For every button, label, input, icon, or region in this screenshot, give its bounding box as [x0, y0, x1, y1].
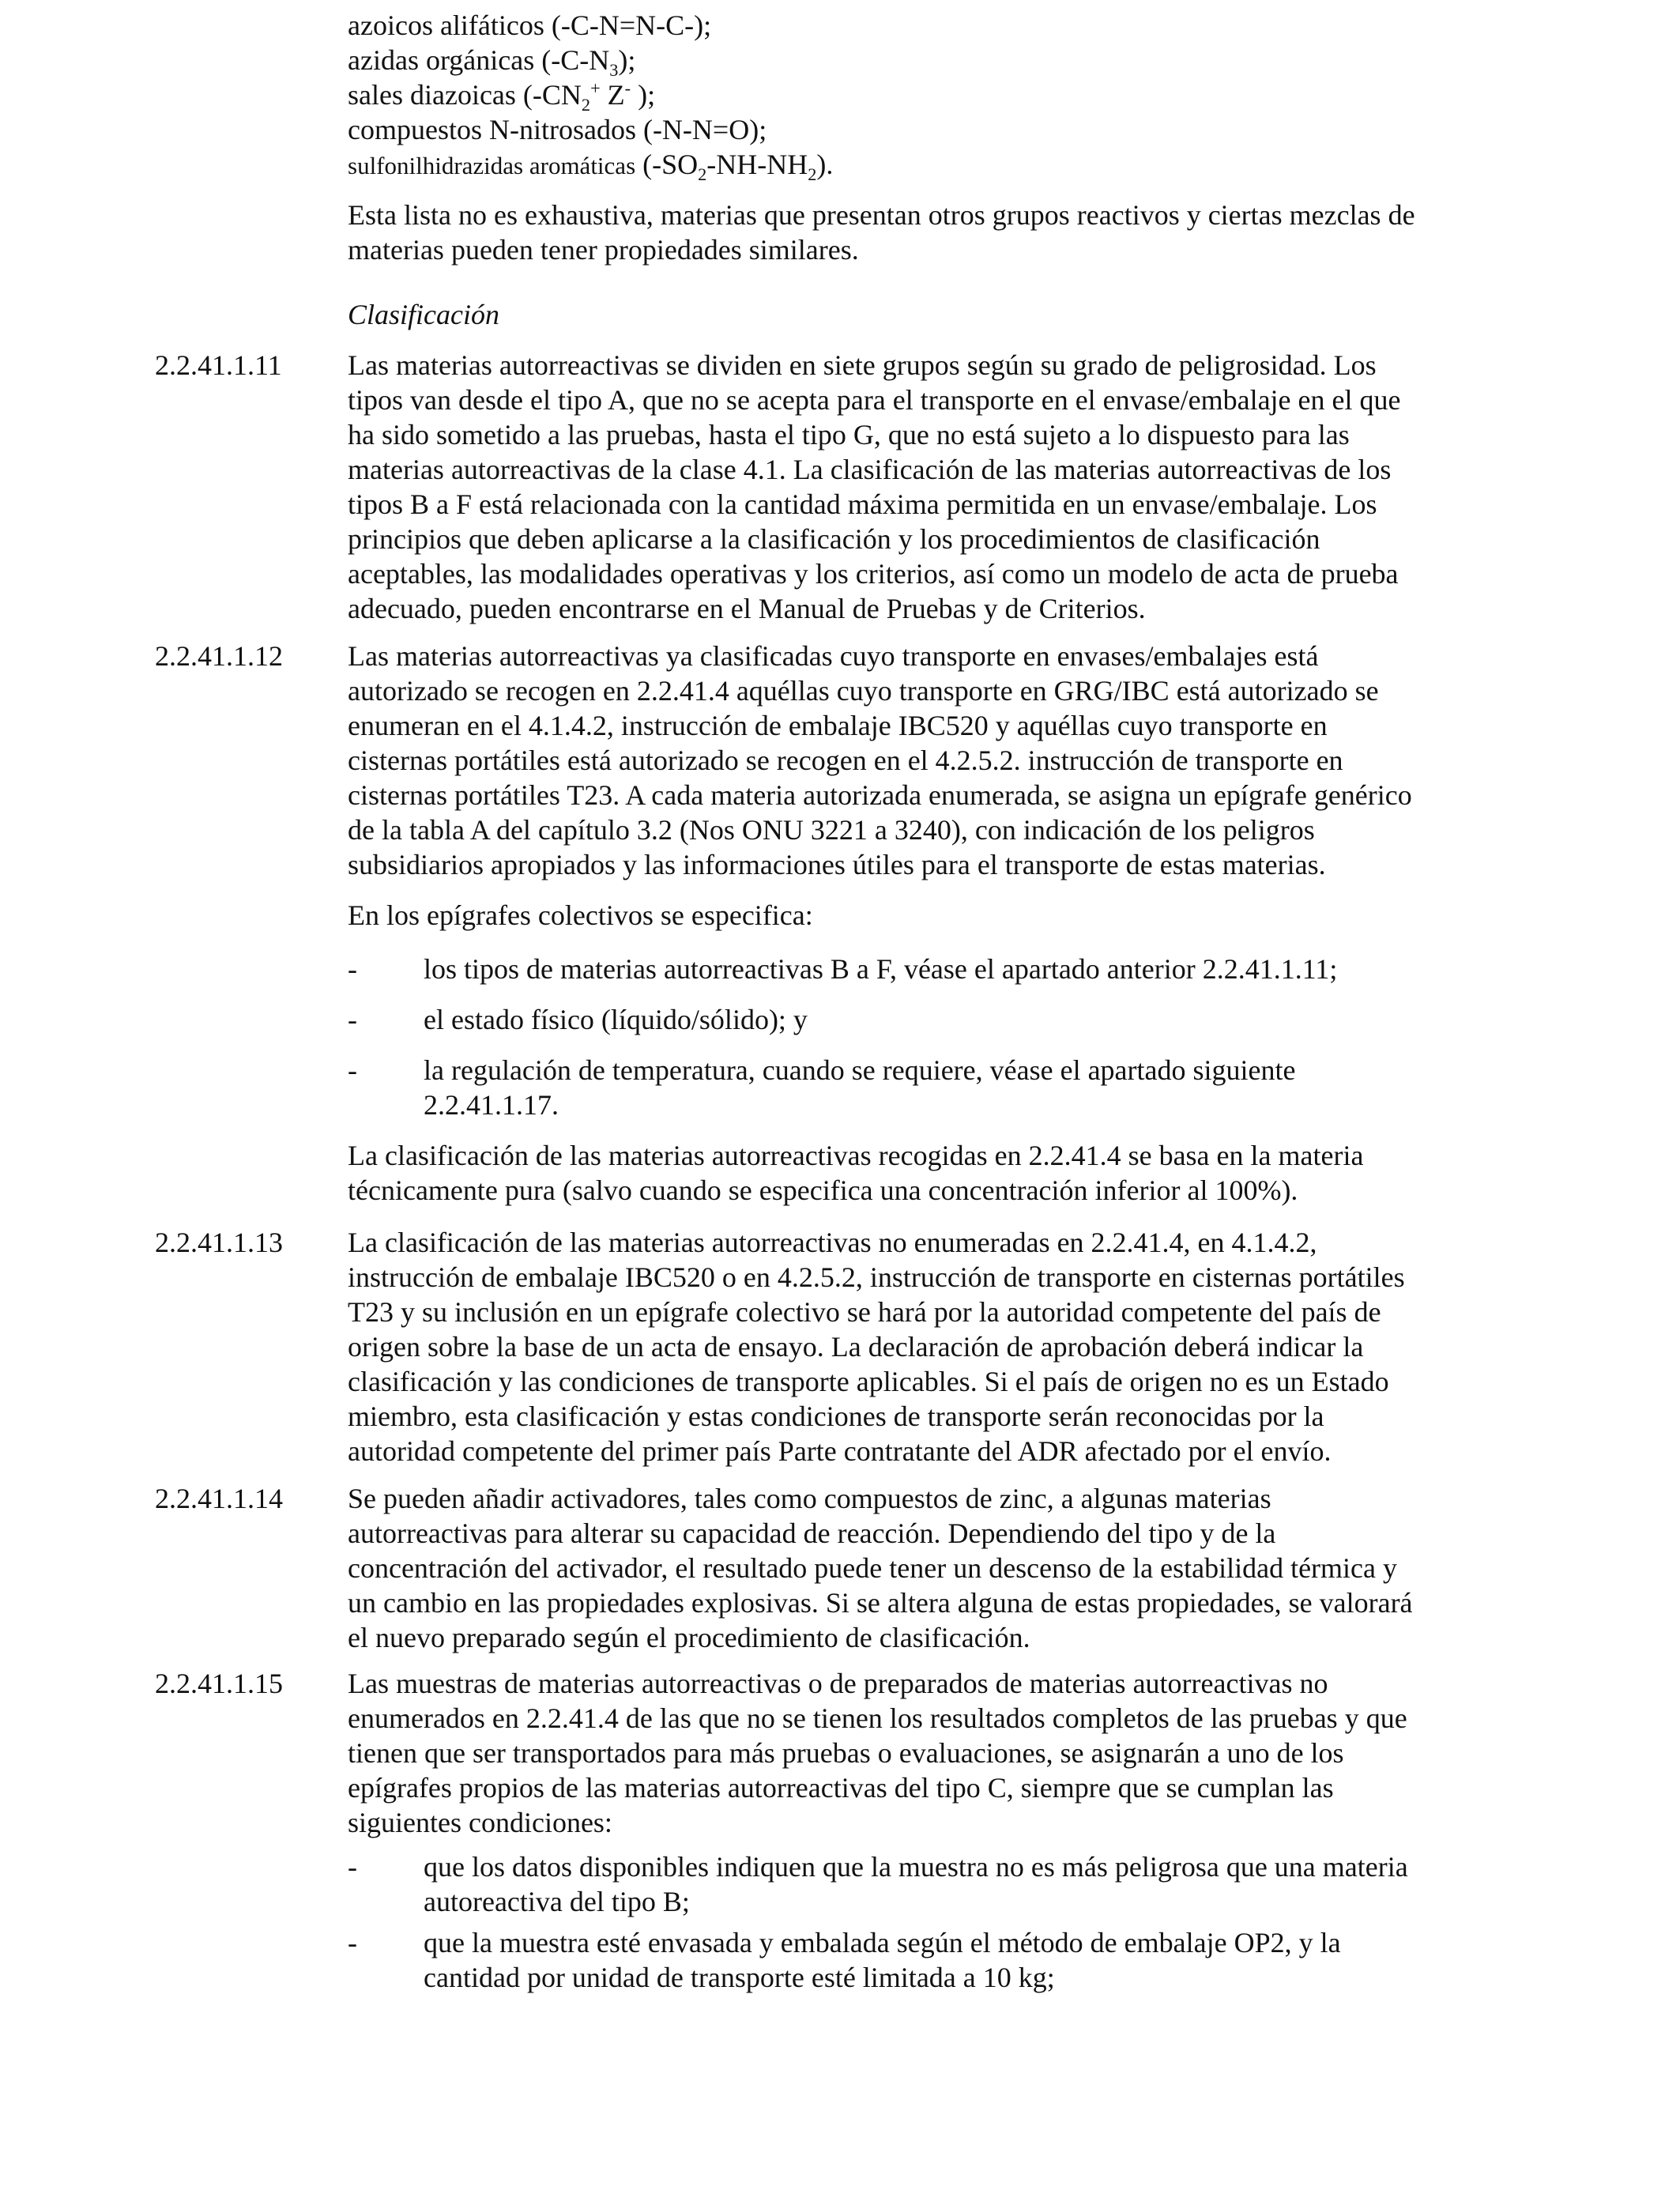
dash-bullet: -	[348, 1004, 357, 1035]
section-number: 2.2.41.1.14	[155, 1483, 283, 1514]
collective-intro: En los epígrafes colectivos se especifica:	[348, 899, 813, 931]
section-number: 2.2.41.1.13	[155, 1227, 283, 1258]
list-item: sales diazoicas ($-CN_2^+$ Z- );	[348, 78, 656, 115]
dash-bullet: -	[348, 1927, 357, 1958]
list-item: compuestos N-nitrosados (-N-N=O);	[348, 114, 767, 145]
dash-bullet: -	[348, 953, 357, 985]
dash-bullet: -	[348, 1851, 357, 1883]
list-item: sulfonilhidrazidas aromáticas $(-SO_2-NH-NH_2)$.	[348, 149, 834, 185]
list-item: - que los datos disponibles indiquen que la muestra no es más peligrosa que una materia autoreactiva del tipo B;	[348, 1851, 1408, 1917]
section-number: 2.2.41.1.15	[155, 1668, 283, 1699]
list-item: azidas orgánicas $(-C-N_3)$;	[348, 44, 636, 81]
closing-paragraph: La clasificación de las materias autorreactivas recogidas en 2.2.41.4 se basa en la materia técnicamente pura (salvo cuando se especifica una concentración inferior al 100%).	[348, 1140, 1364, 1206]
list-item: - que la muestra esté envasada y embalada según el método de embalaje OP2, y la cantidad por unidad de transporte esté limitada a 10 kg;	[348, 1927, 1341, 1993]
list-item: - la regulación de temperatura, cuando se requiere, véase el apartado siguiente 2.2.41.1.17.	[348, 1054, 1296, 1121]
list-item: azoicos alifáticos (-C-N=N-C-);	[348, 9, 712, 41]
document-page: azoicos alifáticos (-C-N=N-C-); azidas orgánicas $(-C-N_3)$; sales diazoicas ($-CN_2^+$ Z- ); compuestos N-nitrosados (-N-N=O); sulfonilhidrazidas aromáticas $(-SO_2-NH-NH_2)$. Esta lista no es exhaustiva, materias que presentan otros grupos reactivos y ciertas mezclas de materias pueden tener propiedades similares. Clasificación 2.2.41.1.11 Las materias autorreactivas se dividen en siete grupos según su grado de peligrosidad. Los tipos van desde el tipo A, que no se acepta para el transporte en el envase/embalaje en el que ha sido sometido a las pruebas, hasta el tipo G, que no está sujeto a lo dispuesto para las materias autorreactivas de la clase 4.1. La clasificación de las materias autorreactivas de los tipos B a F está relacionada con la cantidad máxima permitida en un envase/embalaje. Los principios que deben aplicarse a la clasificación y los procedimientos de clasificación aceptables, las modalidades operativas y los criterios, así como un modelo de acta de prueba adecuado, pueden encontrarse en el Manual de Pruebas y de Criterios. 2.2.41.1.12 Las materias autorreactivas ya clasificadas cuyo transporte en envases/embalajes está autorizado se recogen en 2.2.41.4 aquéllas cuyo transporte en GRG/IBC está autorizado se enumeran en el 4.1.4.2, instrucción de embalaje IBC520 y aquéllas cuyo transporte en cisternas portátiles está autorizado se recogen en el 4.2.5.2. instrucción de transporte en cisternas portátiles T23. A cada materia autorizada enumerada, se asigna un epígrafe genérico de la tabla A del capítulo 3.2 (Nos ONU 3221 a 3240), con indicación de los peligros subsidiarios apropiados y las informaciones útiles para el transporte de estas materias. En los epígrafes colectivos se especifica: - los tipos de materias autorreactivas B a F, véase el apartado anterior 2.2.41.1.11; - el estado físico (líquido/sólido); y - la regulación de temperatura, cuando se requiere, véase el apartado siguiente 2.2.41.1.17. La clasificación de las materias autorreactivas recogidas en 2.2.41.4 se basa en la materia técnicamente pura (salvo cuando se especifica una concentración inferior al 100%). 2.2.41.1.13 La clasificación de las materias autorreactivas no enumeradas en 2.2.41.4, en 4.1.4.2, instrucción de embalaje IBC520 o en 4.2.5.2, instrucción de transporte en cisternas portátiles T23 y su inclusión en un epígrafe colectivo se hará por la autoridad competente del país de origen sobre la base de un acta de ensayo. La declaración de aprobación deberá indicar la clasificación y las condiciones de transporte aplicables. Si el país de origen no es un Estado miembro, esta clasificación y estas condiciones de transporte serán reconocidas por la autoridad competente del primer país Parte contratante del ADR afectado por el envío. 2.2.41.1.14 Se pueden añadir activadores, tales como compuestos de zinc, a algunas materias autorreactivas para alterar su capacidad de reacción. Dependiendo del tipo y de la concentración del activador, el resultado puede tener un descenso de la estabilidad térmica y un cambio en las propiedades explosivas. Si se altera alguna de estas propiedades, se valorará el nuevo preparado según el procedimiento de clasificación. 2.2.41.1.15 Las muestras de materias autorreactivas o de preparados de materias autorreactivas no enumerados en 2.2.41.4 de las que no se tienen los resultados completos de las pruebas y que tienen que ser transportados para más pruebas o evaluaciones, se asignarán a uno de los epígrafes propios de las materias autorreactivas del tipo C, siempre que se cumplan las siguientes condiciones: - que los datos disponibles indiquen que la muestra no es más peligrosa que una materia autoreactiva del tipo B; - que la muestra esté envasada y embalada según el método de embalaje OP2, y la cantidad por unidad de transporte esté limitada a 10 kg;	[0, 0, 1680, 2194]
section-number: 2.2.41.1.12	[155, 640, 283, 672]
list-item: - el estado físico (líquido/sólido); y	[348, 1004, 808, 1035]
dash-bullet: -	[348, 1054, 357, 1086]
section-heading: Clasificación	[348, 299, 499, 330]
list-item: - los tipos de materias autorreactivas B a F, véase el apartado anterior 2.2.41.1.11;	[348, 953, 1338, 985]
section-number: 2.2.41.1.11	[155, 349, 282, 381]
